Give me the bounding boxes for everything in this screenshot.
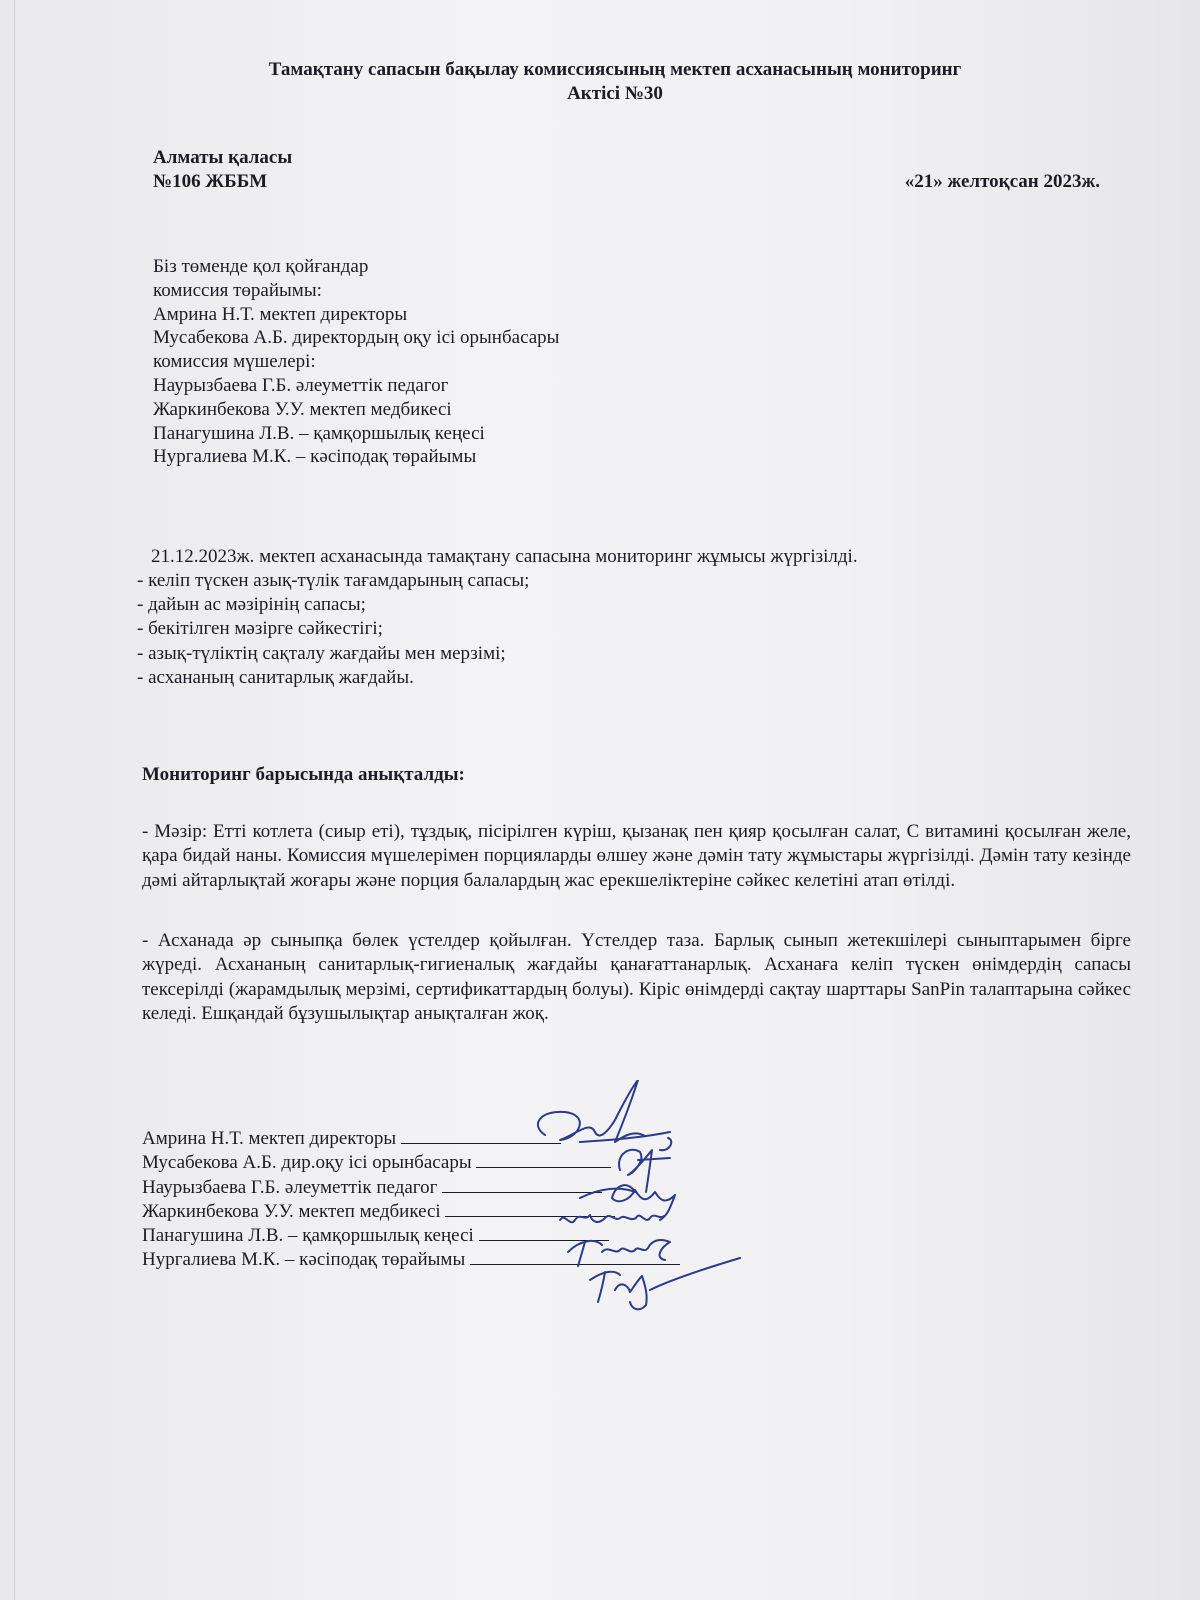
findings-paragraph-menu: - Мәзір: Етті котлета (сиыр еті), тұздық, пісірілген күріш, қызанақ пен қияр қосылған салат, С витамині қосылған желе, қара бидай наны. Комиссия мүшелерімен порцияларды өлшеу және дәмін тату жұмыстары жүргізілді. Дәмін тату кезінде дәмі айтарлықтай жоғары және порция балалардың жас ерекшеліктеріне сәйкес келетіні атап өтілді. — [142, 821, 1131, 891]
member-line: Нургалиева М.К. – кәсіподақ төрайымы — [153, 446, 477, 468]
signature-line — [445, 1198, 615, 1217]
commission-members — [153, 255, 559, 469]
signature-line — [470, 1246, 680, 1265]
title-line-2: Актісі №30 — [567, 83, 663, 104]
city: Алматы қаласы — [153, 147, 293, 168]
place-block — [153, 146, 292, 194]
signature-line — [476, 1149, 611, 1168]
signature-block — [142, 1125, 680, 1271]
member-line: Панагушина Л.В. – қамқоршылық кеңесі — [153, 422, 485, 444]
signatory-name: Жаркинбекова У.У. мектеп медбикесі — [142, 1200, 441, 1222]
act-date: «21» желтоқсан 2023ж. — [904, 171, 1100, 192]
signature-row — [142, 1198, 680, 1222]
intro-statement: 21.12.2023ж. мектеп асханасында тамақтану сапасына мониторинг жұмысы жүргізілді. — [151, 546, 858, 567]
signatory-name: Мусабекова А.Б. дир.оқу ісі орынбасары — [142, 1152, 472, 1174]
monitoring-checklist — [137, 569, 529, 690]
checklist-item: - дайын ас мәзірінің сапасы; — [137, 594, 366, 616]
signature-row — [142, 1125, 680, 1149]
findings-heading: Мониторинг барысында анықталды: — [142, 764, 465, 785]
checklist-item: - келіп түскен азық-түлік тағамдарының сапасы; — [137, 570, 530, 591]
school-name: №106 ЖББМ — [153, 171, 268, 192]
checklist-item: - бекітілген мәзірге сәйкестігі; — [137, 618, 383, 640]
signature-row — [142, 1149, 680, 1173]
checklist-item: - азық-түліктің сақталу жағдайы мен мерзімі; — [137, 642, 506, 664]
member-line: комиссия төрайымы: — [153, 279, 322, 301]
signature-row — [142, 1222, 680, 1246]
signature-line — [479, 1222, 609, 1241]
paper-edge — [14, 0, 15, 1600]
signature-row — [142, 1246, 680, 1270]
signatory-name: Наурызбаева Г.Б. әлеуметтік педагог — [142, 1176, 438, 1198]
signature-line — [401, 1125, 561, 1144]
signatory-name: Амрина Н.Т. мектеп директоры — [142, 1128, 397, 1149]
member-line: комиссия мүшелері: — [153, 351, 316, 373]
member-line: Біз төменде қол қойғандар — [153, 256, 369, 277]
member-line: Мусабекова А.Б. директордың оқу ісі орынбасары — [153, 327, 560, 349]
member-line: Жаркинбекова У.У. мектеп медбикесі — [153, 398, 452, 420]
signature-line — [442, 1174, 602, 1193]
member-line: Амрина Н.Т. мектеп директоры — [153, 303, 408, 325]
document-title — [150, 58, 1080, 106]
checklist-item: - асхананың санитарлық жағдайы. — [137, 666, 414, 688]
signature-row — [142, 1174, 680, 1198]
member-line: Наурызбаева Г.Б. әлеуметтік педагог — [153, 374, 449, 396]
title-line-1: Тамақтану сапасын бақылау комиссиясының мектеп асханасының мониторинг — [268, 59, 962, 80]
findings-paragraph-canteen: - Асханада әр сыныпқа бөлек үстелдер қойылған. Үстелдер таза. Барлық сынып жетекшілері сыныптарымен бірге жүреді. Асхананың санитарлық-гигиеналық жағдайы қанағаттанарлық. Асханаға келіп түскен өнімдердің сапасы тексерілді (жарамдылық мерзімі, сертификаттардың болуы). Кіріс өнімдерді сақтау шарттары SanPin талаптарына сәйкес келеді. Ешқандай бұзушылықтар анықталған жоқ. — [142, 930, 1131, 1024]
signatory-name: Нургалиева М.К. – кәсіподақ төрайымы — [142, 1249, 466, 1271]
signatory-name: Панагушина Л.В. – қамқоршылық кеңесі — [142, 1225, 474, 1247]
